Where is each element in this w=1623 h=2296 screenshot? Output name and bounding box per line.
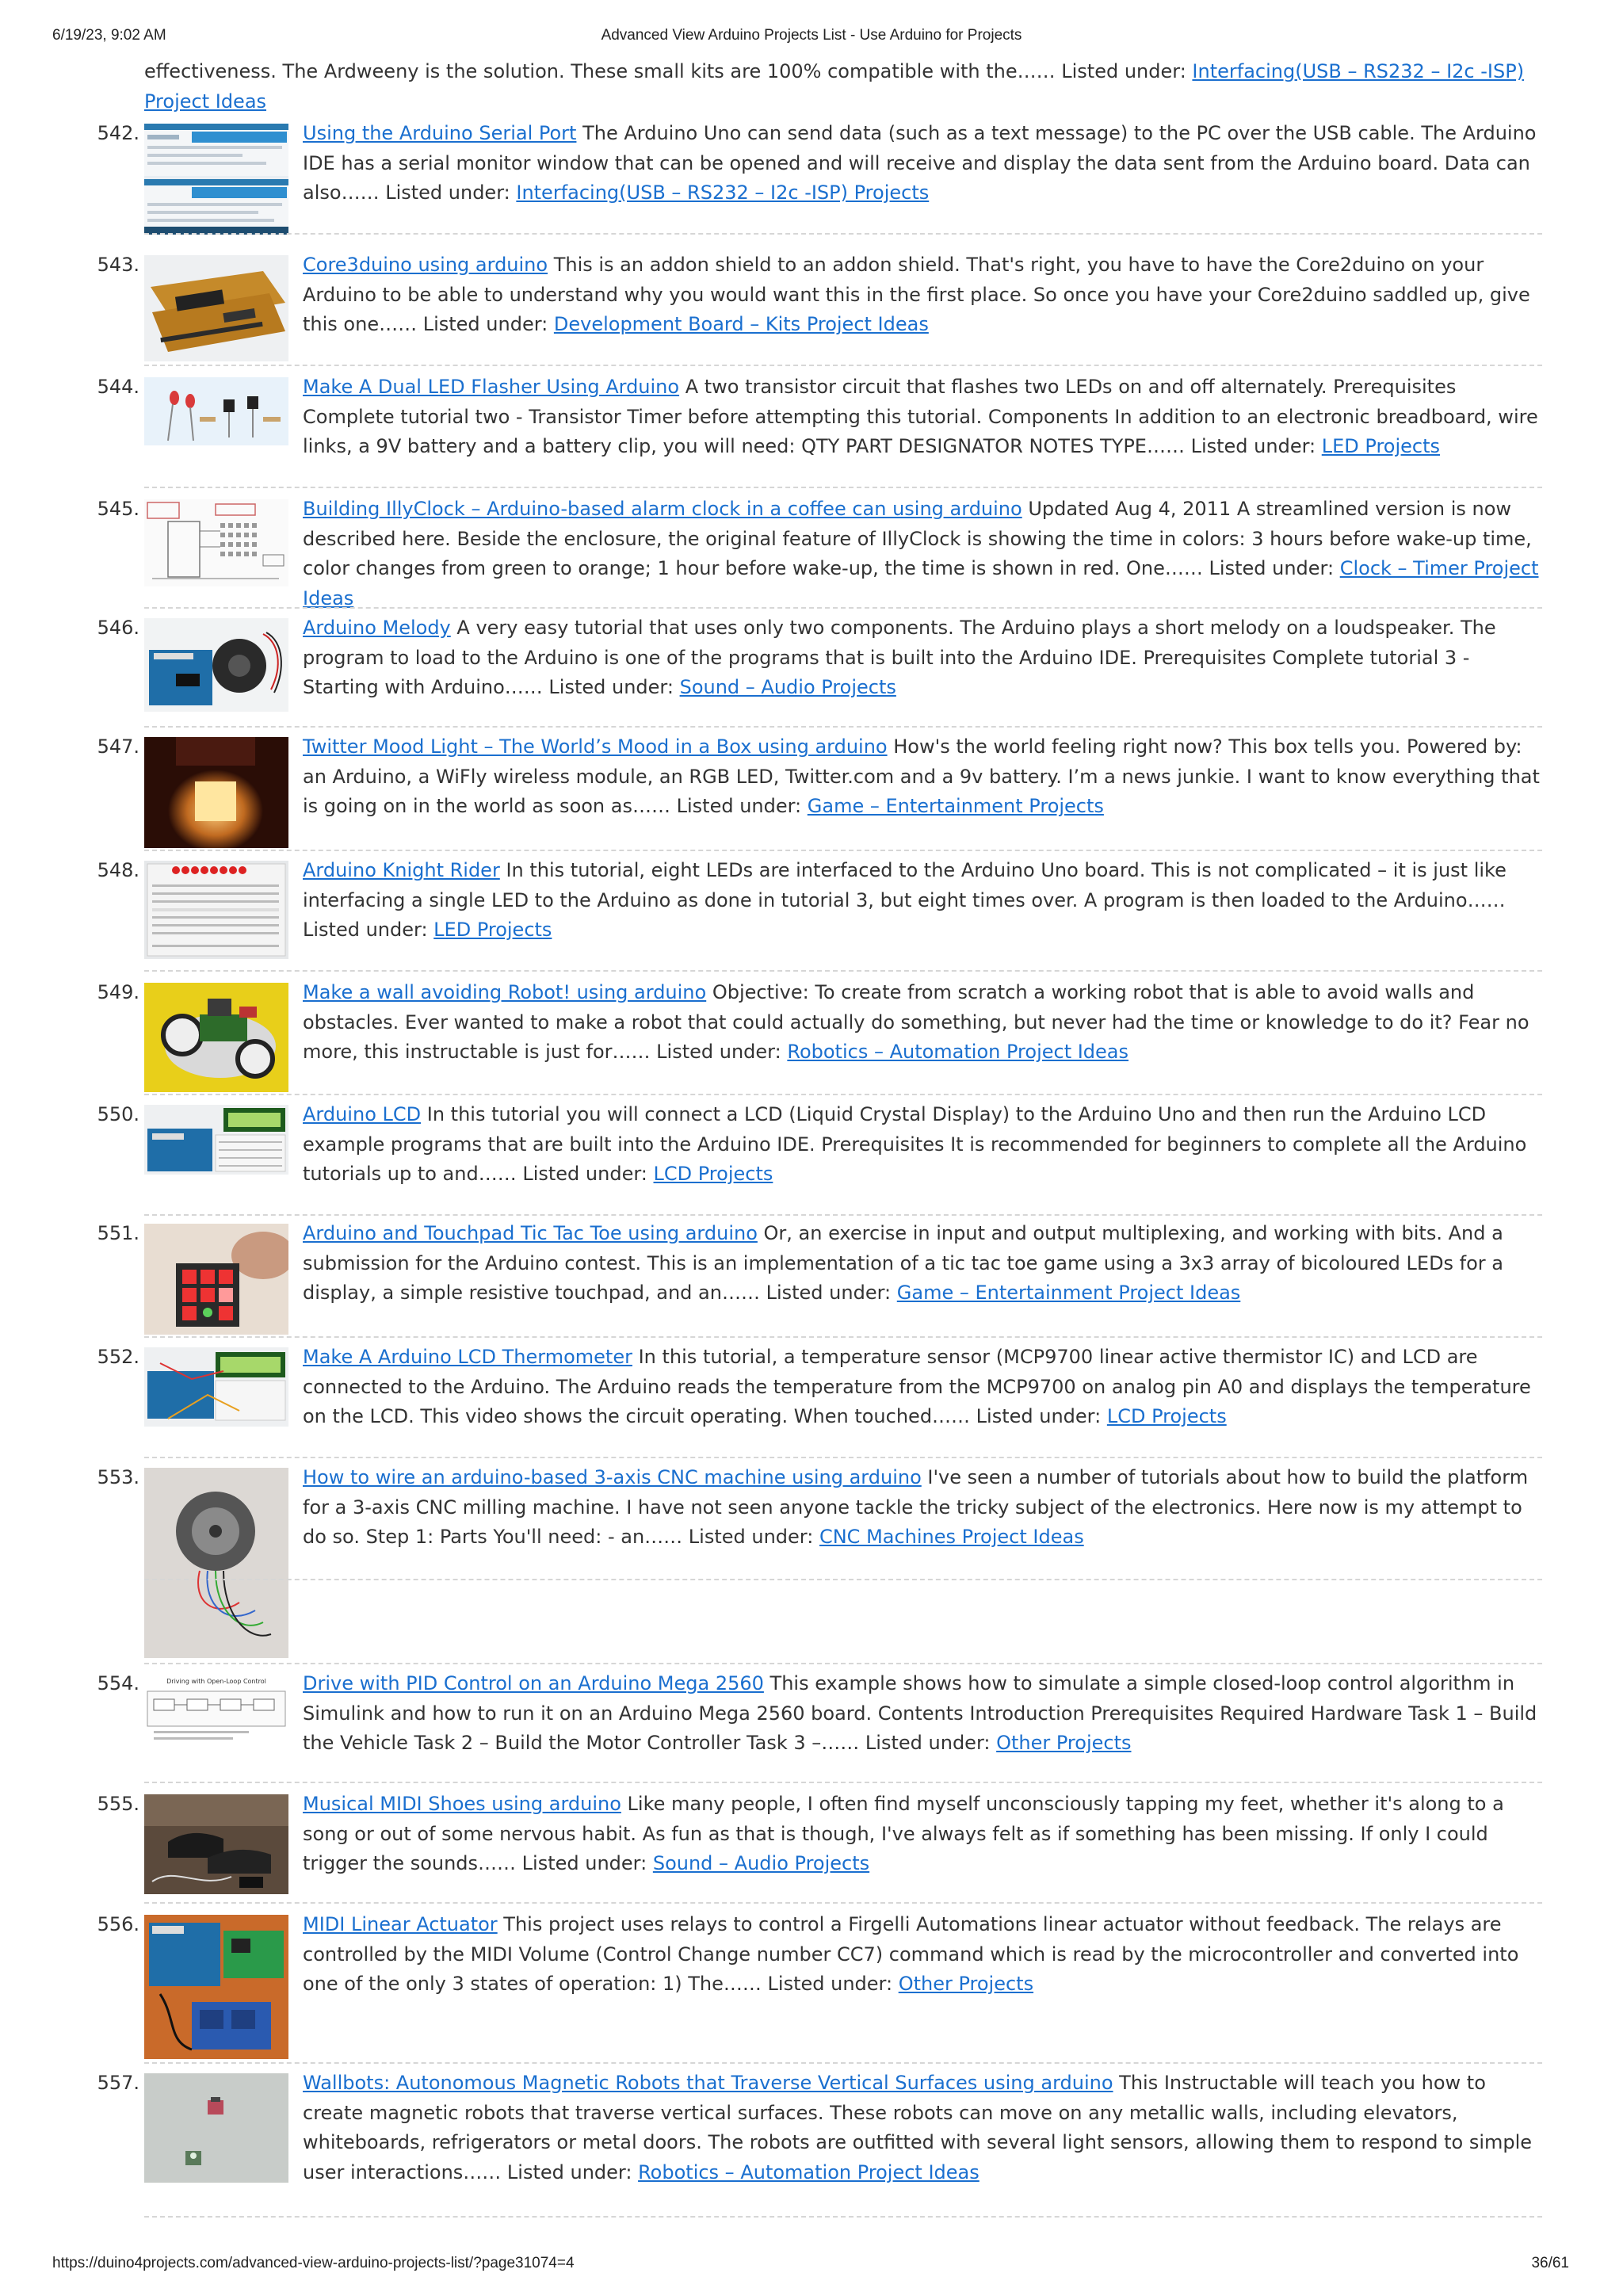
project-description: In this tutorial, a temperature sensor (MCP9700 linear active thermistor IC) and LCD are connected to the Arduino. The Arduino reads the temperature from the MCP9700 on analog pin A0 and displays the temperature on the LCD. This video shows the circuit operating. When touched…… Listed under: [303,1346,1531,1427]
page-number: 36/61 [1531,2255,1569,2271]
item-divider [144,1579,1542,1580]
item-number: 550. [97,1103,139,1125]
item-number: 546. [97,617,139,639]
category-link[interactable]: Sound – Audio Projects [652,1852,870,1874]
item-number: 544. [97,376,139,398]
item-number: 555. [97,1793,139,1815]
project-title-link[interactable]: Arduino LCD [303,1103,422,1125]
print-header [0,27,1623,48]
project-title-link[interactable]: MIDI Linear Actuator [303,1913,498,1935]
project-title-link[interactable]: Make a wall avoiding Robot! using arduino [303,981,707,1003]
item-divider [144,1457,1542,1458]
item-number: 542. [97,122,139,144]
item-divider [144,2062,1542,2064]
item-number: 549. [97,981,139,1003]
page-title: Advanced View Arduino Projects List - Use Arduino for Projects [601,27,1022,44]
page-url: https://duino4projects.com/advanced-view-arduino-projects-list/?page31074=4 [52,2255,575,2271]
thumbnail-cnc-stepper[interactable] [144,1468,288,1658]
item-divider [144,726,1542,728]
project-title-link[interactable]: Wallbots: Autonomous Magnetic Robots that Traverse Vertical Surfaces using arduino [303,2072,1113,2094]
thumbnail-shield-boards[interactable] [144,255,288,361]
thumbnail-lcd-thermometer[interactable] [144,1347,288,1427]
item-divider [144,1663,1542,1664]
item-divider [144,487,1542,488]
item-number: 548. [97,859,139,881]
project-title-link[interactable]: How to wire an arduino-based 3-axis CNC machine using arduino [303,1466,922,1488]
item-divider [144,1782,1542,1783]
project-description: Objective: To create from scratch a working robot that is able to avoid walls and obstacles. Ever wanted to make a robot that could actually do something, but never had the time or knowledge to do it? Fear no more, this instructable is just for…… Listed under: [303,981,1529,1063]
category-link[interactable]: Robotics – Automation Project Ideas [638,2160,980,2183]
thumbnail-pid-diagram[interactable] [144,1674,288,1750]
intro-continuation [144,57,1542,117]
thumbnail-midi-shoes[interactable] [144,1794,288,1894]
project-title-link[interactable]: Arduino Melody [303,617,451,639]
category-link[interactable]: Game – Entertainment Projects [807,795,1104,817]
item-divider [144,1214,1542,1216]
thumbnail-melody[interactable] [144,618,288,712]
item-number: 551. [97,1222,139,1244]
category-link[interactable]: Sound – Audio Projects [679,676,896,698]
item-number: 554. [97,1672,139,1694]
project-description: A very easy tutorial that uses only two components. The Arduino plays a short melody on a loudspeaker. The program to load to the Arduino is one of the programs that is built into the Arduino IDE. Prerequisites Complete tutorial 3 - Starting with Arduino…… Listed under: [303,617,1496,698]
thumbnail-serial-monitor[interactable] [144,124,288,235]
category-link[interactable]: Clock – Timer Project Ideas [303,557,1539,609]
project-title-link[interactable]: Drive with PID Control on an Arduino Mega 2560 [303,1672,764,1694]
print-footer [0,2255,1623,2275]
category-link[interactable]: Game – Entertainment Project Ideas [896,1282,1241,1304]
item-number: 543. [97,254,139,276]
category-link[interactable]: Development Board – Kits Project Ideas [553,313,929,335]
item-divider [144,1902,1542,1904]
item-number: 557. [97,2072,139,2094]
thumbnail-schematic[interactable] [144,499,288,586]
thumbnail-wallbots[interactable] [144,2073,288,2183]
item-number: 545. [97,498,139,520]
category-link[interactable]: LED Projects [1321,435,1441,457]
thumbnail-wall-robot[interactable] [144,983,288,1092]
project-description: The Arduino Uno can send data (such as a text message) to the PC over the USB cable. The Arduino IDE has a serial monitor window that can be opened and will receive and display the data sent from the Arduino board. Data can also…… Listed under: [303,122,1537,204]
diagram-caption: Driving with Open-Loop Control [166,1678,266,1685]
project-title-link[interactable]: Twitter Mood Light – The World’s Mood in a Box using arduino [303,735,888,758]
item-divider [144,1336,1542,1338]
intro-text: effectiveness. The Ardweeny is the solution. These small kits are 100% compatible with the…… Listed under: [144,60,1193,82]
thumbnail-midi-actuator[interactable] [144,1915,288,2059]
item-divider [144,607,1542,609]
category-link[interactable]: LCD Projects [653,1163,773,1185]
item-divider [144,1094,1542,1095]
print-datetime: 6/19/23, 9:02 AM [52,27,166,44]
project-title-link[interactable]: Building IllyClock – Arduino-based alarm clock in a coffee can using arduino [303,498,1022,520]
thumbnail-arduino-lcd[interactable] [144,1105,288,1175]
thumbnail-knight-rider[interactable] [144,861,288,959]
item-divider [144,365,1542,366]
thumbnail-tic-tac-toe[interactable] [144,1224,288,1335]
project-title-link[interactable]: Arduino and Touchpad Tic Tac Toe using arduino [303,1222,758,1244]
project-title-link[interactable]: Make A Dual LED Flasher Using Arduino [303,376,680,398]
project-description: This is an addon shield to an addon shield. That's right, you have to have the Core2duino on your Arduino to be able to understand why you would want this in the first place. So once you have your Core2duino saddled up, give this one…… Listed under: [303,254,1530,335]
project-description: I've seen a number of tutorials about how to build the platform for a 3-axis CNC milling machine. I have not seen anyone tackle the tricky subject of the electronics. Here now is my attempt to do so. Step 1: Parts You'll need: - an…… Listed under: [303,1466,1529,1548]
project-description: This project uses relays to control a Firgelli Automations linear actuator without feedback. The relays are controlled by the MIDI Volume (Control Change number CC7) command which is read by the microcontroller and converted into one of the only 3 states of operation: 1) The…… Listed under: [303,1913,1519,1995]
project-description: This Instructable will teach you how to create magnetic robots that traverse vertical surfaces. These robots can move on any metallic walls, including elevators, whiteboards, refrigerators or metal doors. The robots are outfitted with several light sensors, allowing them to respond to simple user interactions…… Listed under: [303,2072,1533,2183]
intro-category-link[interactable]: Interfacing(USB – RS232 – I2c -ISP) Project Ideas [144,60,1525,113]
item-number: 556. [97,1913,139,1935]
category-link[interactable]: Other Projects [996,1732,1132,1754]
project-title-link[interactable]: Make A Arduino LCD Thermometer [303,1346,632,1368]
category-link[interactable]: CNC Machines Project Ideas [819,1526,1084,1548]
project-description: In this tutorial you will connect a LCD (Liquid Crystal Display) to the Arduino Uno and then run the Arduino LCD example programs that are built into the Arduino IDE. Prerequisites It is recommended for beginners to complete all the Arduino tutorials up to and…… Listed under: [303,1103,1527,1185]
project-title-link[interactable]: Arduino Knight Rider [303,859,500,881]
project-title-link[interactable]: Core3duino using arduino [303,254,548,276]
project-title-link[interactable]: Musical MIDI Shoes using arduino [303,1793,621,1815]
thumbnail-mood-light[interactable] [144,737,288,848]
item-divider [144,233,1542,235]
project-description: Like many people, I often find myself unconsciously tapping my feet, whether it's along to a song or out of some nervous habit. As fun as that is though, I've always felt as if something has been missing. If only I could trigger the sounds…… Listed under: [303,1793,1504,1874]
category-link[interactable]: Interfacing(USB – RS232 – I2c -ISP) Projects [516,181,930,204]
project-description: A two transistor circuit that flashes two LEDs on and off alternately. Prerequisites Complete tutorial two - Transistor Timer before attempting this tutorial. Components In addition to an electronic breadboard, wire links, a 9V battery and a battery clip, you will need: QTY PART DESIGNATOR NOTES TYPE…… Listed under: [303,376,1538,457]
project-title-link[interactable]: Using the Arduino Serial Port [303,122,577,144]
project-description: In this tutorial, eight LEDs are interfaced to the Arduino Uno board. This is not complicated – it is just like interfacing a single LED to the Arduino as done in tutorial 3, but eight times over. A program is then loaded to the Arduino…… Listed under: [303,859,1507,941]
item-divider [144,850,1542,851]
item-number: 553. [97,1466,139,1488]
category-link[interactable]: Other Projects [898,1973,1034,1995]
item-number: 552. [97,1346,139,1368]
project-description: Updated Aug 4, 2011 A streamlined version is now described here. Beside the enclosure, the original feature of IllyClock is showing the time in colors: 3 hours before wake-up time, color changes from green to orange; 1 hour before wake-up, the time is shown in red. One…… Listed under: [303,498,1532,579]
project-description: This example shows how to simulate a simple closed-loop control algorithm in Simulink and how to run it on an Arduino Mega 2560 board. Contents Introduction Prerequisites Required Hardware Task 1 – Build the Vehicle Task 2 – Build the Motor Controller Task 3 –…… Listed under: [303,1672,1537,1754]
item-divider [144,970,1542,972]
item-divider [144,2216,1542,2218]
item-number: 547. [97,735,139,758]
category-link[interactable]: LCD Projects [1106,1405,1227,1427]
project-description: Or, an exercise in input and output multiplexing, and working with bits. And a submission for the Arduino contest. This is an implementation of a tic tac toe game using a 3x3 array of bicoloured LEDs for a display, a simple resistive touchpad, and an…… Listed under: [303,1222,1504,1304]
thumbnail-led-flasher[interactable] [144,377,288,445]
project-description: How's the world feeling right now? This box tells you. Powered by: an Arduino, a WiFly wireless module, an RGB LED, Twitter.com and a 9v battery. I’m a news junkie. I want to know everything that is going on in the world as soon as…… Listed under: [303,735,1540,817]
category-link[interactable]: Robotics – Automation Project Ideas [787,1041,1129,1063]
category-link[interactable]: LED Projects [433,919,552,941]
